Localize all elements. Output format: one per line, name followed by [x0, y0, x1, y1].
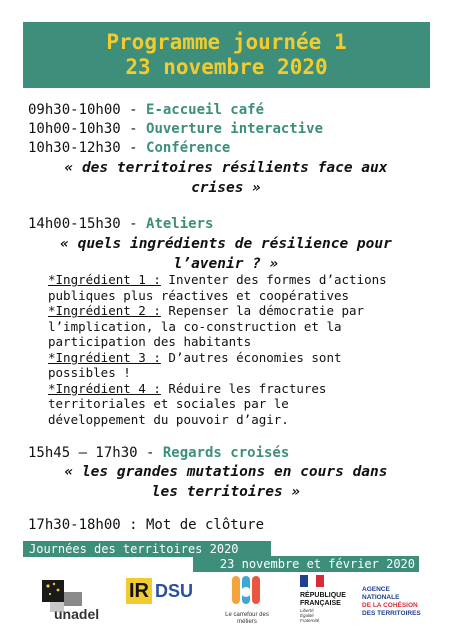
anct-logo: [362, 586, 428, 626]
marianne-flag-icon: [300, 575, 324, 587]
carrefour-caption: Le carrefour des métiers: [225, 612, 269, 625]
schedule-label: Ouverture interactive: [146, 121, 324, 137]
republique-line: RÉPUBLIQUE: [300, 592, 346, 599]
quote-line: les territoires »: [151, 484, 301, 500]
ateliers-quote: [28, 234, 424, 274]
irdsu-ir: IR: [126, 578, 152, 604]
schedule-row: [28, 140, 230, 157]
ingredient-item: *Ingrédient 4 : Réduire les fractures territoriales et sociales par le développement du pouvoir d’agir.: [48, 380, 327, 427]
quote-line: l’avenir ? »: [173, 256, 279, 272]
footer-band-dates: 23 novembre et février 2020: [193, 556, 419, 572]
schedule-label: Conférence: [146, 140, 231, 156]
schedule-row: [28, 102, 264, 119]
footer-band-title: Journées des territoires 2020: [23, 541, 271, 557]
anct-line: DES TERRITOIRES: [362, 610, 421, 617]
ingredient-item: *Ingrédient 3 : D’autres économies sont possibles !: [48, 349, 342, 380]
conference-quote: [28, 158, 424, 198]
irdsu-logo: [126, 577, 194, 605]
quote-line: crises »: [191, 180, 261, 196]
schedule-label: E-accueil café: [146, 102, 265, 118]
regards-time: 15h45 – 17h30 -: [28, 445, 163, 461]
title-line-2: 23 novembre 2020: [125, 55, 328, 79]
quote-line: « des territoires résilients face aux: [64, 160, 388, 176]
schedule-row: [28, 121, 323, 138]
regards-row: [28, 445, 289, 462]
ateliers-row: [28, 216, 213, 233]
ingredient-list: [48, 272, 428, 427]
closing-line: 17h30-18h00 : Mot de clôture: [28, 517, 265, 533]
irdsu-dsu: DSU: [155, 580, 194, 601]
schedule-time: 10h30-12h30 -: [28, 140, 147, 156]
regards-quote: [28, 462, 424, 502]
ateliers-time: 14h00-15h30 -: [28, 216, 147, 232]
anct-line: AGENCE: [362, 586, 390, 593]
title-banner: [23, 22, 430, 88]
republique-motto: Fraternité: [300, 618, 320, 623]
carrefour-mark-icon: [222, 574, 272, 608]
republique-line: FRANÇAISE: [300, 600, 341, 607]
ingredient-key: *Ingrédient 4 :: [48, 380, 161, 396]
ingredient-key: *Ingrédient 3 :: [48, 349, 161, 365]
quote-line: « les grandes mutations en cours dans: [64, 464, 388, 480]
ingredient-key: *Ingrédient 2 :: [48, 303, 161, 318]
quote-line: « quels ingrédients de résilience pour: [60, 236, 392, 252]
republique-logo: [300, 574, 350, 628]
ateliers-label: Ateliers: [146, 216, 214, 232]
ingredient-key: *Ingrédient 1 :: [48, 272, 161, 287]
carrefour-logo: [222, 574, 272, 628]
schedule-time: 09h30-10h00 -: [28, 102, 147, 118]
ingredient-item: *Ingrédient 2 : Repenser la démocratie par l’implication, la co-construction et la participation des habitants: [48, 303, 365, 349]
schedule-time: 10h00-10h30 -: [28, 121, 147, 137]
anct-line: DE LA COHÉSION: [362, 602, 418, 609]
regards-label: Regards croisés: [162, 445, 290, 461]
unadel-logo: [38, 578, 100, 622]
anct-line: NATIONALE: [362, 594, 400, 601]
ingredient-item: *Ingrédient 1 : Inventer des formes d’actions publiques plus réactives et coopératives: [48, 272, 387, 303]
republique-motto: Égalité: [300, 613, 314, 618]
title-line-1: Programme journée 1: [106, 30, 347, 54]
republique-motto: Liberté: [300, 608, 314, 613]
unadel-wordmark: unadel: [54, 606, 100, 622]
